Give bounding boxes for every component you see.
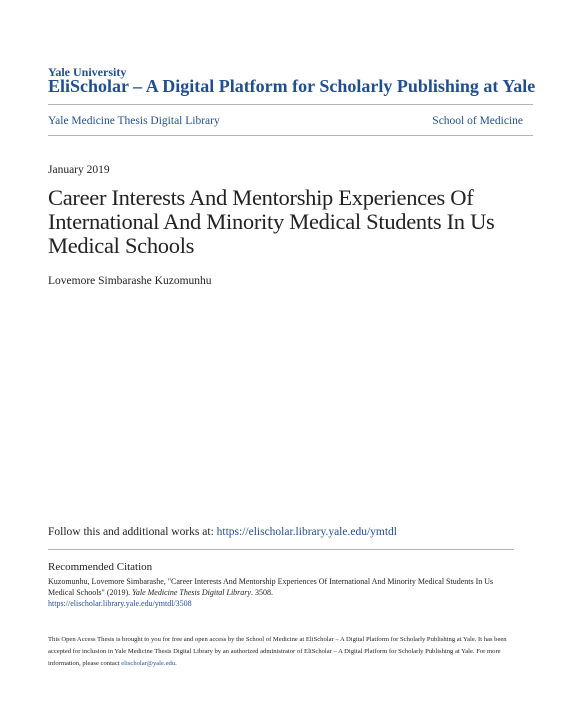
citation-text [48,576,518,598]
collection-link[interactable]: Yale Medicine Thesis Digital Library [48,115,220,127]
institution-name: Yale University [48,65,127,79]
contact-email-link[interactable]: elischolar@yale.edu [121,660,176,667]
follow-label: Follow this and additional works at: [48,526,217,538]
platform-link[interactable]: EliScholar – A Digital Platform for Scholarly Publishing at Yale [48,76,536,96]
follow-line [48,526,397,538]
header-divider [48,104,533,105]
citation-journal: Yale Medicine Thesis Digital Library [132,588,251,597]
citation-heading: Recommended Citation [48,561,153,573]
notice-end: . [175,660,177,667]
citation-body: Kuzomunhu, Lovemore Simbarashe, "Career Interests And Mentorship Experiences Of International And Minority Medical Students In Us Medical Schools" (2019). [48,577,494,597]
citation-divider [48,549,514,550]
access-notice [48,634,518,670]
notice-text: This Open Access Thesis is brought to you for free and open access by the School of Medicine at EliScholar – A Digital Platform for Scholarly Publishing at Yale. It has been accepted for inclusion in Yale Medicine Thesis Digital Library by an authorized administrator of EliScholar – A Digital Platform for Scholarly Publishing at Yale. For more information, please contact [48,636,507,667]
document-title: Career Interests And Mentorship Experiences Of International And Minority Medical Students In Us Medical Schools [48,185,495,258]
publication-date: January 2019 [48,164,110,176]
citation-url-link[interactable]: https://elischolar.library.yale.edu/ymtdl/3508 [48,599,192,608]
school-link[interactable]: School of Medicine [432,115,523,127]
follow-url-link[interactable]: https://elischolar.library.yale.edu/ymtdl [216,526,397,538]
citation-end: . 3508. [250,588,273,597]
author-name: Lovemore Simbarashe Kuzomunhu [48,275,212,287]
nav-divider [48,135,533,136]
